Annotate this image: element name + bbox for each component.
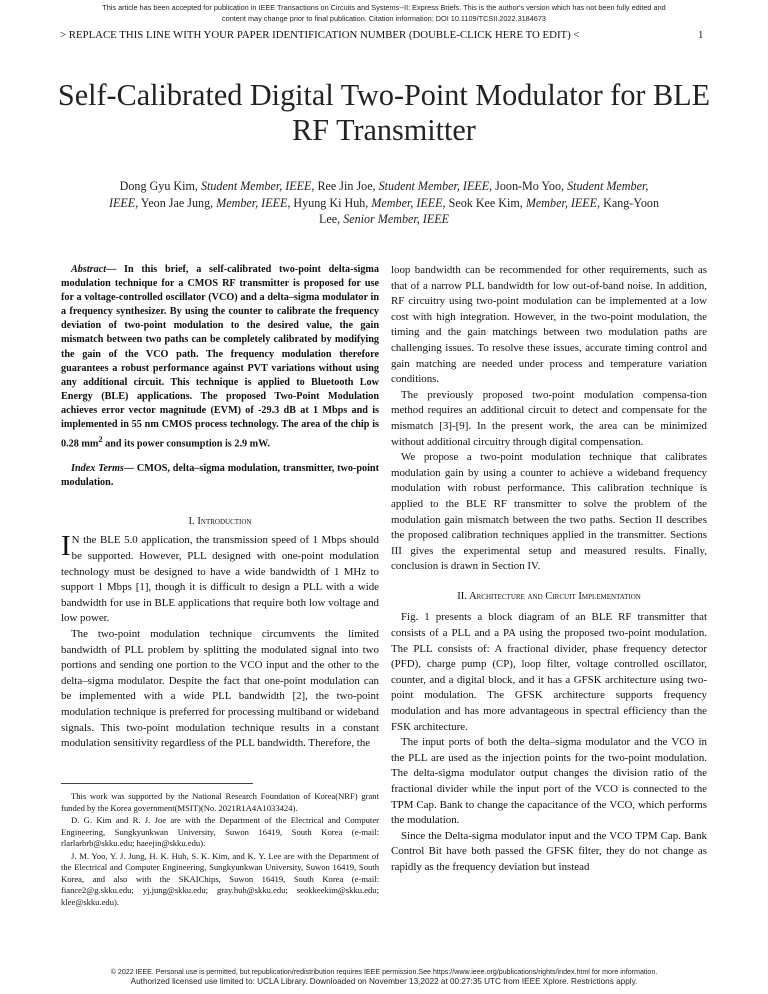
arch-paragraph-1: Fig. 1 presents a block diagram of an BLE RF transmitter that consists of a PLL and a PA using the proposed two-point modulation. The PLL consists of: A fractional divider, phase frequency detector (PFD), charge pump (CP), loop filter, voltage controlled oscillator, counter, and a digital block, and it has a GFSK architecture using two-point modulation. The GFSK architecture supports frequency modulation and has more advantageous in spectral efficiency than the FSK architecture.	[391, 611, 707, 733]
abstract	[61, 263, 379, 452]
author-membership: Member, IEEE,	[216, 195, 291, 210]
index-terms-label: Index Terms	[71, 462, 124, 474]
intro-paragraph-1	[61, 530, 379, 627]
author-name: Seok Kee Kim,	[445, 195, 526, 210]
publication-notice-line1: This article has been accepted for publication in IEEE Transactions on Circuits and Systems--II: Express Briefs. This is the author's version which has not been fully edited and	[102, 3, 666, 12]
left-column	[61, 263, 379, 752]
author-membership: Student Member, IEEE,	[378, 179, 493, 193]
footnote-affiliation-2: J. M. Yoo, Y. J. Jung, H. K. Huh, S. K. Kim, and K. Y. Lee are with the Department of the Electrical and Computer Engineering, Sungkyunkwan University, Suwon 16419, South Korea, and also with the SKAIChips, Suwon 16419, South Korea (e-mail: fiance2@g.skku.edu; yj.jung@skku.edu; gray.huh@skku.edu; seokkeekim@skku.edu; klee@skku.edu).	[61, 850, 379, 907]
author-membership: Member, IEEE,	[371, 195, 446, 210]
author-membership: Student Member, IEEE,	[200, 179, 315, 193]
arch-paragraph-3: Since the Delta-sigma modulator input and the VCO TPM Cap. Bank Control Bit have both passed the GFSK filter, they do not change as rapidly as the frequency deviation but instead	[391, 829, 707, 873]
publication-notice-line2: content may change prior to final publication. Citation information: DOI 10.1109/TCSII.2022.3184673	[222, 14, 546, 23]
author-name: Hyung Ki Huh,	[290, 195, 372, 210]
intro-paragraph-1-text: N the BLE 5.0 application, the transmission speed of 1 Mbps should be supported. However, PLL designed with one-point modulation technology must be designed to have a wide bandwidth of 1 MHz to support 1 Mbps [1], though it is difficult to design a PLL with a wide bandwidth for use in BLE applications that require both low voltage and low power.	[61, 534, 379, 625]
author-name: Joon-Mo Yoo,	[492, 179, 568, 193]
section-heading-architecture: II. Architecture and Circuit Implementation	[457, 590, 641, 602]
page-number: 1	[698, 29, 704, 41]
abstract-text: — In this brief, a self-calibrated two-point delta-sigma modulation technique for a CMOS RF transmitter is proposed for use for a voltage-controlled oscillator (VCO) and a delta–sigma modulator in a frequency synthesizer. By using the counter to calibrate the frequency deviation of two-point modulation to the desired value, the gain mismatch between two paths can be completely calibrated by modifying the gain of the VCO path. The frequency modulation therefore guarantees a robust performance against PVT variations without using any additional circuit. This technique is applied to Bluetooth Low Energy (BLE) applications. The proposed Two-Point Modulation achieves error vector magnitude (EVM) of -29.3 dB at 1 Mbps and is implemented in 55 nm CMOS process technology. The area of the chip is 0.28 mm	[61, 264, 379, 450]
drop-cap: I	[61, 530, 71, 563]
author-name: Dong Gyu Kim,	[119, 179, 201, 193]
intro-paragraph-5: We propose a two-point modulation technique that calibrates modulation gain by using a counter to achieve a wideband frequency modulation with robust performance. This calibration technique is applied to the BLE RF transmitter to solve the problem of the modulation gain mismatch between the two paths. Section II describes the proposed calibration techniques applied in the transmitter. Sections III gives the experimental setup and measured results. Finally, conclusion is drawn in Section IV.	[391, 451, 707, 573]
intro-paragraph-2: The two-point modulation technique circumvents the limited bandwidth of PLL problem by splitting the modulated signal into two portions and sending one portion to the VCO input and the other to the delta–sigma modulator. Despite the fact that one-point modulation can be implemented with a wide PLL bandwidth [2], the two-point modulation technique is preferred for processing multiband or wideband signals. This two-point modulation technique results in a constant modulation sensitivity regardless of the PLL bandwidth. Therefore, the	[61, 627, 379, 750]
author-membership: Member, IEEE,	[525, 195, 601, 210]
author-membership: Student Member, IEEE,	[109, 179, 649, 210]
footnotes	[61, 791, 379, 909]
footnote-affiliation-1: D. G. Kim and R. J. Joe are with the Department of the Electrical and Computer Engineering, Sungkyunkwan University, Suwon 16419, South Korea (e-mail: rlarlarbrb@skku.edu; haeejin@skku.edu).	[61, 815, 379, 848]
section-heading-introduction: I. Introduction	[188, 515, 252, 527]
index-terms-text: — CMOS, delta–sigma modulation, transmitter, two-point modulation.	[61, 462, 379, 488]
intro-paragraph-3: loop bandwidth can be recommended for other requirements, such as that of a narrow PLL bandwidth for low out-of-band noise. In addition, RF circuitry using two-point modulation can be implemented at a low cost with high integration. However, in the two-point modulation, the timing and the gain matchings between two modulation paths are challenging issues. To resolve these issues, accurate timing control and gain matching are needed under process and temperature variation conditions.	[391, 264, 707, 386]
footnote-funding: This work was supported by the National Research Foundation of Korea(NRF) grant funded by the Korea government(MSIT)(No. 2021R1A4A1033424).	[61, 791, 379, 813]
running-head: > REPLACE THIS LINE WITH YOUR PAPER IDENTIFICATION NUMBER (DOUBLE-CLICK HERE TO EDIT) <	[60, 29, 580, 41]
license-notice: Authorized licensed use limited to: UCLA Library. Downloaded on November 13,2022 at 00:27:35 UTC from IEEE Xplore. Restrictions apply.	[130, 977, 638, 986]
arch-paragraph-2: The input ports of both the delta–sigma modulator and the VCO in the PLL are used as the injection points for the two-point modulation. The delta-sigma modulator output changes the division ratio of the fractional divider while the input port of the VCO is connected to the TPM Cap. Bank to change the capacitance of the VCO, which performs the modulation.	[391, 736, 707, 827]
author-name: Ree Jin Joe,	[314, 179, 379, 193]
author-membership: Senior Member, IEEE	[343, 212, 449, 226]
abstract-superscript: 2	[98, 434, 103, 445]
paper-title: Self-Calibrated Digital Two-Point Modulator for BLE RF Transmitter	[57, 78, 711, 147]
abstract-label: Abstract	[71, 264, 107, 275]
intro-paragraph-4: The previously proposed two-point modulation compensa-tion method requires an additional circuit to detect and compensate for the mismatch [3]-[9]. In the present work, the area can be minimized without additional circuitry through digital compensation.	[391, 388, 707, 448]
author-name: Kang-Yoon Lee,	[319, 195, 659, 226]
copyright-notice: © 2022 IEEE. Personal use is permitted, but republication/redistribution requires IEEE permission.See https://www.ieee.org/publications/rights/index.html for more information.	[110, 968, 658, 976]
index-terms	[61, 462, 379, 490]
footnote-rule	[61, 783, 253, 784]
right-column	[391, 263, 707, 876]
author-list	[104, 178, 664, 228]
abstract-tail: and its power consumption is 2.9 mW.	[102, 438, 270, 450]
author-name: Yeon Jae Jung,	[138, 195, 217, 210]
